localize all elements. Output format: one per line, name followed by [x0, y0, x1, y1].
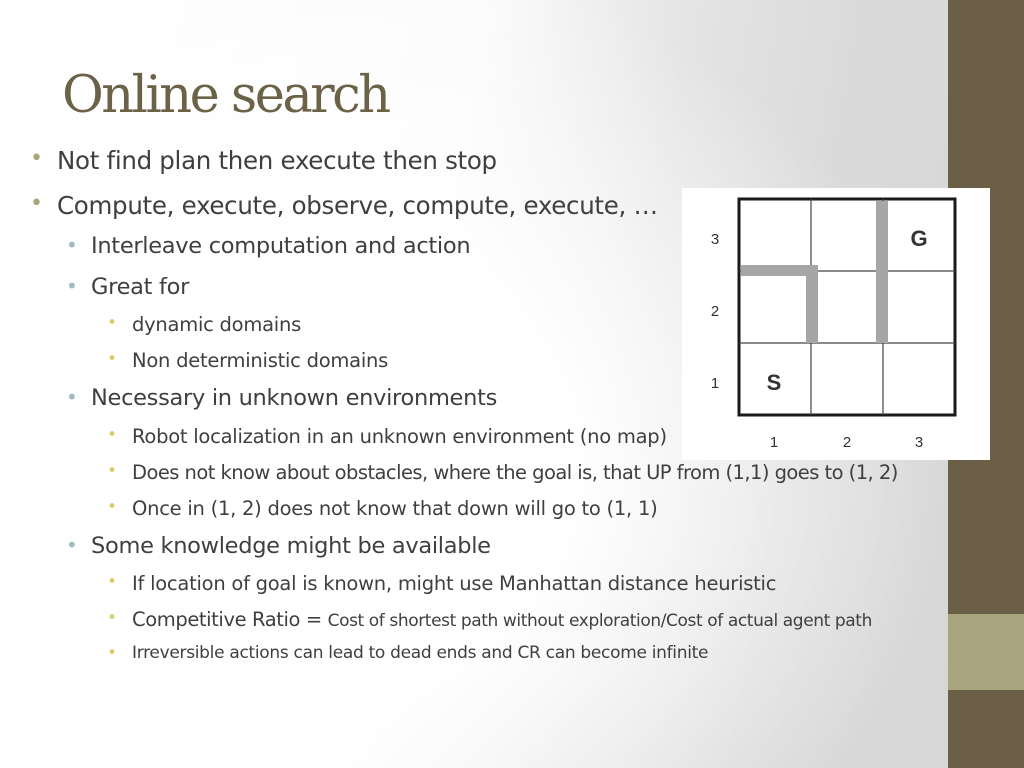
bullet-item [107, 461, 898, 484]
col-label: 2 [842, 434, 852, 451]
bullet-text: Non deterministic domains [132, 349, 389, 372]
bullet-item [107, 608, 872, 631]
bullet-marker: • [107, 313, 117, 333]
bullet-text: Once in (1, 2) does not know that down will go to (1, 1) [132, 497, 658, 520]
bullet-item [107, 572, 777, 595]
bullet-item [66, 233, 471, 259]
bullet-text: Does not know about obstacles, where the goal is, that UP from (1,1) goes to (1, 2) [132, 461, 898, 484]
grid-world-figure [682, 188, 990, 460]
bullet-text: Competitive Ratio = [132, 608, 328, 631]
bullet-marker: • [107, 643, 117, 663]
start-label: S [766, 370, 782, 395]
bullet-marker: • [66, 385, 78, 409]
bullet-marker: • [30, 191, 43, 216]
bullet-marker: • [107, 572, 117, 592]
bullet-item [66, 274, 190, 300]
wall-vertical [806, 265, 818, 343]
goal-label: G [910, 226, 928, 251]
bullet-item [107, 313, 301, 336]
bullet-marker: • [66, 274, 78, 298]
row-label: 3 [710, 231, 720, 248]
bullet-text: Robot localization in an unknown environment (no map) [132, 425, 667, 448]
bullet-item [66, 385, 498, 411]
bullet-item [30, 191, 658, 220]
bullet-text: Necessary in unknown environments [91, 385, 498, 411]
bullet-text: Compute, execute, observe, compute, execute, … [57, 191, 658, 220]
bullet-marker: • [66, 233, 78, 257]
wall-vertical [876, 201, 888, 343]
bullet-text: Interleave computation and action [91, 233, 471, 259]
col-label: 3 [914, 434, 924, 451]
bullet-marker: • [66, 533, 78, 557]
bullet-text: Irreversible actions can lead to dead ends and CR can become infinite [132, 643, 709, 663]
bullet-item [66, 533, 491, 559]
bullet-item [107, 349, 389, 372]
slide-title: Online search [62, 66, 389, 125]
bullet-text: Great for [91, 274, 190, 300]
bullet-text-suffix: Cost of shortest path without exploration/Cost of actual agent path [327, 611, 872, 631]
bullet-text: dynamic domains [132, 313, 301, 336]
bullet-marker: • [30, 146, 43, 171]
bullet-text: If location of goal is known, might use Manhattan distance heuristic [132, 572, 777, 595]
bullet-marker: • [107, 425, 117, 445]
col-label: 1 [769, 434, 779, 451]
bullet-marker: • [107, 349, 117, 369]
bullet-marker: • [107, 497, 117, 517]
bullet-item [107, 497, 658, 520]
bullet-item [107, 643, 709, 663]
row-label: 2 [710, 303, 720, 320]
bullet-item [107, 425, 667, 448]
grid-world-svg [682, 188, 990, 460]
bullet-text: Not find plan then execute then stop [57, 146, 497, 175]
bullet-marker: • [107, 608, 117, 628]
bullet-text: Some knowledge might be available [91, 533, 491, 559]
bullet-marker: • [107, 461, 117, 481]
bullet-item [30, 146, 497, 175]
row-label: 1 [710, 375, 720, 392]
